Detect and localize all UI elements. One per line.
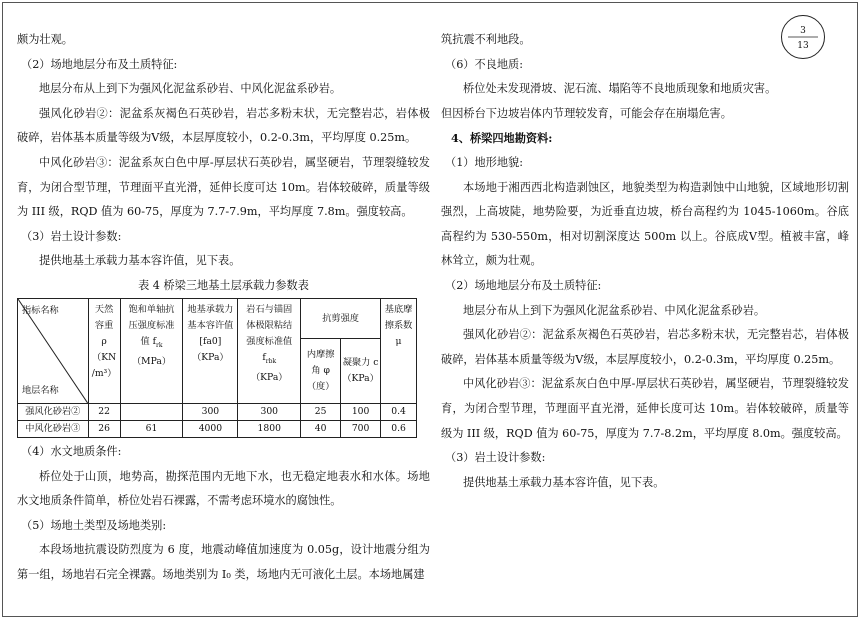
header-density-l2: 容重 (94, 319, 114, 331)
left-para-site-class: 本段场地抗震设防烈度为 6 度，地震动峰值加速度为 0.05g，设计地震分组为第一组，场地岩石完全裸露。场地类别为 I₀ 类，场地内无可液化土层。本场地属建 (17, 543, 430, 581)
table-row (18, 420, 417, 437)
header-density-l4: （KN (92, 351, 117, 363)
cell-fa0: 300 (183, 403, 238, 420)
cell-bond: 1800 (238, 420, 301, 437)
cell-phi: 40 (301, 420, 341, 437)
right-para-params: 提供地基土承载力基本容许值，见下表。 (463, 475, 665, 489)
header-diagonal-cell (18, 298, 89, 403)
right-heading-strata: （2）场地地层分布及土质特征: (445, 278, 602, 292)
cell-cohesion: 100 (341, 403, 381, 420)
header-density-l1: 天然 (94, 303, 114, 315)
left-column (17, 28, 430, 588)
header-bond-l3: 强度标准值 (246, 335, 293, 347)
header-density-l3: ρ (101, 335, 107, 347)
right-column (441, 28, 849, 495)
header-ucs-l2: 压强度标准 (128, 319, 175, 331)
cell-density: 26 (88, 420, 120, 437)
header-bond (238, 298, 301, 403)
header-density-l5: /m³） (91, 367, 117, 379)
left-heading-hydro: （4）水文地质条件: (21, 444, 122, 458)
right-heading-terrain: （1）地形地貌: (445, 155, 524, 169)
right-para-terrain: 本场地于湘西西北构造剥蚀区，地貌类型为构造剥蚀中山地貌，区域地形切割强烈，上高坡陡，地势险要，为近垂直边坡，桥台高程约为 1045-1060m。谷底高程约为 530-550m，相对切割深度达 500m 以上。谷底成Ⅴ型。植被丰富，峰林耸立，颇为壮观。 (441, 180, 849, 268)
right-para-strata: 地层分布从上到下为强风化泥盆系砂岩、中风化泥盆系砂岩。 (463, 303, 766, 317)
header-friction-l2: 角 φ (311, 365, 330, 377)
right-para-weathered: 强风化砂岩②：泥盆系灰褐色石英砂岩，岩芯多粉末状，无完整岩芯，岩体极破碎，岩体基本质量等级为Ⅴ级，本层厚度较小，0.2-0.3m，平均厚度 0.25m。 (441, 328, 849, 366)
right-heading-params: （3）岩土设计参数: (445, 451, 546, 465)
cell-phi: 25 (301, 403, 341, 420)
right-section-bridge4: 4、桥梁四地勘资料: (451, 131, 553, 146)
header-bond-l4 (239, 350, 299, 370)
header-density (88, 298, 120, 403)
cell-ucs (120, 403, 183, 420)
header-ucs-subscript: rk (156, 341, 163, 349)
header-base-l3: μ (395, 335, 402, 347)
bearing-capacity-table (17, 298, 417, 438)
right-heading-adverse: （6）不良地质: (445, 57, 524, 71)
header-bond-subscript: rbk (265, 357, 277, 365)
header-bond-symbol: f (262, 351, 266, 363)
header-ucs-l3 (122, 334, 182, 354)
left-para-params: 提供地基土承载力基本容许值，见下表。 (39, 254, 241, 268)
header-cohesion-l1: 凝聚力 c (342, 357, 379, 369)
header-cohesion (341, 339, 381, 404)
left-para-hydro: 桥位处于山顶，地势高，勘探范围内无地下水，也无稳定地表水和水体。场地水文地质条件简单，桥位处岩石裸露，不需考虑环境水的腐蚀性。 (17, 469, 430, 508)
header-indicator-label: 指标名称 (22, 304, 59, 316)
left-para-1: 颇为壮观。 (17, 33, 73, 46)
cell-layer: 强风化砂岩② (18, 403, 89, 420)
cell-mu: 0.6 (381, 420, 417, 437)
header-bond-l5: （KPa） (251, 371, 288, 383)
header-fa0-l3: [fa0] (199, 335, 222, 347)
right-para-1: 筑抗震不利地段。 (441, 33, 531, 46)
cell-cohesion: 700 (341, 420, 381, 437)
page-total: 13 (797, 41, 809, 51)
header-layer-label: 地层名称 (22, 384, 59, 396)
left-heading-site-class: （5）场地土类型及场地类别: (21, 518, 167, 532)
header-fa0-l4: （KPa） (192, 351, 229, 363)
header-bond-l1: 岩石与锚固 (246, 303, 293, 315)
header-cohesion-l2: （KPa） (342, 373, 379, 385)
table-row (18, 403, 417, 420)
right-para-adverse-1: 桥位处未发现滑坡、泥石流、塌陷等不良地质现象和地质灾害。 (463, 82, 777, 96)
header-friction-angle (301, 339, 341, 404)
header-shear: 抗剪强度 (301, 298, 381, 338)
left-heading-params: （3）岩土设计参数: (21, 229, 122, 243)
header-fa0-l1: 地基承载力 (187, 303, 234, 315)
right-para-adverse-2: 但因桥台下边坡岩体内节理较发育，可能会存在崩塌危害。 (441, 106, 732, 120)
left-para-moderate: 中风化砂岩③：泥盆系灰白色中厚-厚层状石英砂岩，属坚硬岩，节理裂缝较发育，为闭合型节理，节理面平直光滑，延伸长度可达 10m。岩体较破碎，质量等级为 III 级，RQD 值为 60-75，厚度为 7.7-7.9m，平均厚度 7.8m。强度较高。 (17, 155, 430, 219)
cell-fa0: 4000 (183, 420, 238, 437)
page-current: 3 (800, 26, 806, 36)
header-friction-l1: 内摩擦 (306, 349, 335, 361)
header-base-l1: 基底摩 (384, 303, 413, 315)
left-heading-strata: （2）场地地层分布及土质特征: (21, 57, 178, 71)
right-para-moderate: 中风化砂岩③：泥盆系灰白色中厚-厚层状石英砂岩，属坚硬岩，节理裂缝较发育，为闭合型节理，节理面平直光滑，延伸长度可达 10m。岩体较破碎，质量等级为 III 级，RQD 值为 60-75，厚度为 7.7-8.2m，平均厚度 8.0m。强度较高。 (441, 377, 849, 440)
left-para-strata: 地层分布从上到下为强风化泥盆系砂岩、中风化泥盆系砂岩。 (39, 82, 342, 96)
left-para-weathered: 强风化砂岩②：泥盆系灰褐色石英砂岩，岩芯多粉末状，无完整岩芯，岩体极破碎，岩体基本质量等级为Ⅴ级，本层厚度较小，0.2-0.3m，平均厚度 0.25m。 (17, 106, 430, 145)
header-base-friction (381, 298, 417, 403)
table-caption: 表 4 桥梁三地基土层承载力参数表 (138, 278, 309, 292)
header-fa0-l2: 基本容许值 (187, 319, 234, 331)
header-ucs (120, 298, 183, 403)
cell-density: 22 (88, 403, 120, 420)
cell-layer: 中风化砂岩③ (18, 420, 89, 437)
header-bond-l2: 体极限粘结 (246, 319, 293, 331)
header-ucs-l4: （MPa） (131, 355, 172, 367)
header-ucs-symbol: 值 f (140, 335, 156, 347)
cell-ucs: 61 (120, 420, 183, 437)
header-fa0 (183, 298, 238, 403)
table-header-row (18, 298, 417, 338)
header-base-l2: 擦系数 (384, 319, 413, 331)
cell-mu: 0.4 (381, 403, 417, 420)
cell-bond: 300 (238, 403, 301, 420)
header-friction-l3: （度） (306, 381, 335, 393)
header-ucs-l1: 饱和单轴抗 (128, 303, 175, 315)
